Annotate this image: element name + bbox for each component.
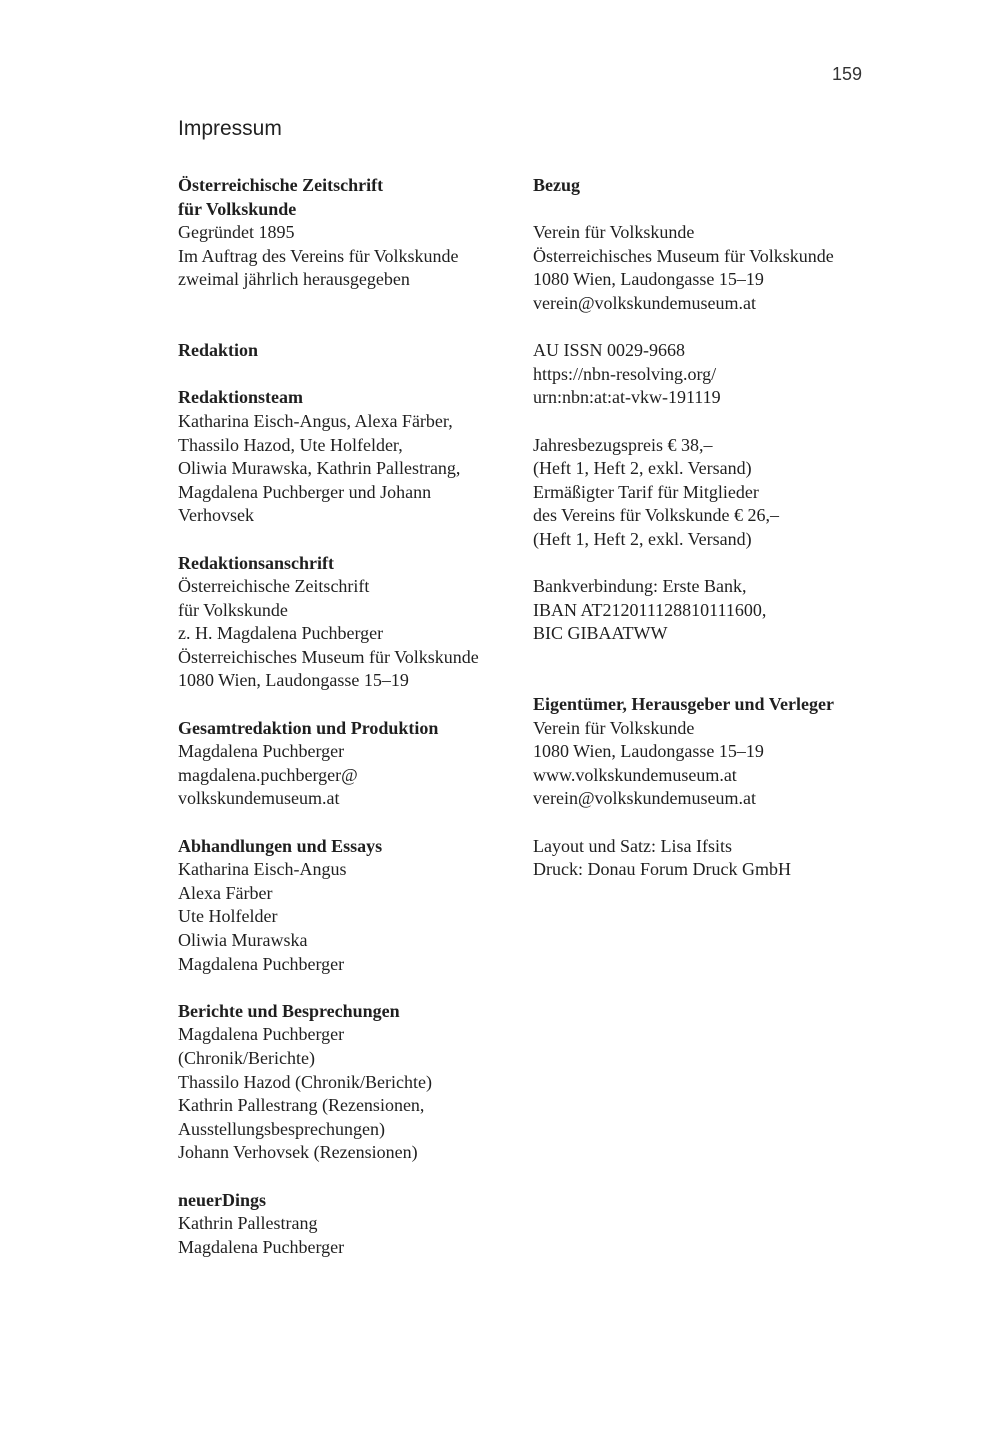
blank-line	[178, 693, 518, 717]
blank-line	[178, 1165, 518, 1189]
text-line: Im Auftrag des Vereins für Volkskunde	[178, 245, 459, 266]
text-line: Österreichisches Museum für Volkskunde	[533, 245, 834, 266]
left-column	[178, 174, 518, 1259]
text-line: Druck: Donau Forum Druck GmbH	[533, 859, 791, 880]
text-line: z. H. Magdalena Puchberger	[178, 623, 384, 644]
text-line: Magdalena Puchberger	[178, 1024, 345, 1045]
text-line: 1080 Wien, Laudongasse 15–19	[178, 670, 409, 691]
blank-line	[533, 552, 873, 576]
text-line: Katharina Eisch-Angus	[178, 859, 347, 880]
section-heading: Eigentümer, Herausgeber und Verleger	[533, 694, 834, 715]
text-line: Kathrin Pallestrang (Rezensionen,	[178, 1095, 425, 1116]
text-line: volkskundemuseum.at	[178, 788, 340, 809]
blank-line	[533, 198, 873, 222]
text-line: AU ISSN 0029-9668	[533, 340, 686, 361]
text-line: Ausstellungsbesprechungen)	[178, 1118, 385, 1139]
text-line: Ute Holfelder	[178, 906, 278, 927]
blank-line	[178, 363, 518, 387]
section-heading: Bezug	[533, 175, 580, 195]
text-line: Katharina Eisch-Angus, Alexa Färber,	[178, 410, 453, 431]
blank-line	[178, 528, 518, 552]
text-line: Thassilo Hazod, Ute Holfelder,	[178, 434, 403, 455]
section-heading: Gesamtredaktion und Produktion	[178, 717, 439, 738]
text-line: https://nbn-resolving.org/	[533, 363, 717, 384]
text-line: Magdalena Puchberger	[178, 1236, 345, 1257]
blank-line	[533, 669, 873, 693]
text-line: Österreichische Zeitschrift	[178, 576, 370, 597]
blank-line	[533, 646, 873, 670]
text-line: Gegründet 1895	[178, 222, 295, 243]
section-heading: Redaktionsanschrift	[178, 552, 335, 573]
section-heading: Abhandlungen und Essays	[178, 835, 383, 856]
text-line: Magdalena Puchberger und Johann	[178, 481, 432, 502]
text-line: 1080 Wien, Laudongasse 15–19	[533, 741, 764, 762]
blank-line	[178, 292, 518, 316]
section-heading: Österreichische Zeitschrift	[178, 175, 384, 195]
section-heading: Redaktion	[178, 340, 259, 361]
text-line: Thassilo Hazod (Chronik/Berichte)	[178, 1071, 432, 1092]
blank-line	[178, 316, 518, 340]
page-title: Impressum	[178, 117, 282, 140]
text-line: BIC GIBAATWW	[533, 623, 668, 644]
text-line: Oliwia Murawska	[178, 930, 308, 950]
text-line: für Volkskunde	[178, 599, 288, 620]
blank-line	[178, 811, 518, 835]
page-number: 159	[831, 64, 862, 84]
text-line: Magdalena Puchberger	[178, 741, 345, 762]
text-line: Layout und Satz: Lisa Ifsits	[533, 835, 732, 856]
text-line: Österreichisches Museum für Volkskunde	[178, 646, 479, 667]
text-line: Bankverbindung: Erste Bank,	[533, 576, 747, 597]
blank-line	[178, 976, 518, 1000]
section-heading: Berichte und Besprechungen	[178, 1000, 400, 1021]
text-line: zweimal jährlich herausgegeben	[178, 269, 410, 290]
text-line: des Vereins für Volkskunde € 26,–	[533, 505, 779, 526]
right-column	[533, 174, 873, 882]
text-line: Verhovsek	[178, 505, 254, 526]
text-line: Verein für Volkskunde	[533, 717, 695, 738]
section-heading: neuerDings	[178, 1189, 267, 1210]
text-line: verein@volkskundemuseum.at	[533, 788, 757, 809]
text-line: Verein für Volkskunde	[533, 222, 695, 243]
text-line: magdalena.puchberger@	[178, 764, 358, 785]
blank-line	[533, 316, 873, 340]
text-line: (Heft 1, Heft 2, exkl. Versand)	[533, 528, 752, 549]
text-line: IBAN AT212011128810111600,	[533, 599, 767, 620]
text-line: (Chronik/Berichte)	[178, 1047, 315, 1068]
text-line: Ermäßigter Tarif für Mitglieder	[533, 481, 759, 502]
text-line: urn:nbn:at:at-vkw-191119	[533, 387, 721, 408]
text-line: Oliwia Murawska, Kathrin Pallestrang,	[178, 458, 461, 479]
text-line: 1080 Wien, Laudongasse 15–19	[533, 269, 764, 290]
text-line: Alexa Färber	[178, 882, 273, 903]
text-line: Kathrin Pallestrang	[178, 1213, 318, 1234]
text-line: www.volkskundemuseum.at	[533, 764, 737, 785]
blank-line	[533, 410, 873, 434]
section-heading: für Volkskunde	[178, 198, 297, 219]
text-line: Johann Verhovsek (Rezensionen)	[178, 1142, 418, 1163]
blank-line	[533, 811, 873, 835]
section-heading: Redaktionsteam	[178, 387, 303, 408]
text-line: Jahresbezugspreis € 38,–	[533, 434, 713, 455]
text-line: (Heft 1, Heft 2, exkl. Versand)	[533, 458, 752, 479]
text-line: Magdalena Puchberger	[178, 953, 345, 974]
text-line: verein@volkskundemuseum.at	[533, 292, 757, 313]
